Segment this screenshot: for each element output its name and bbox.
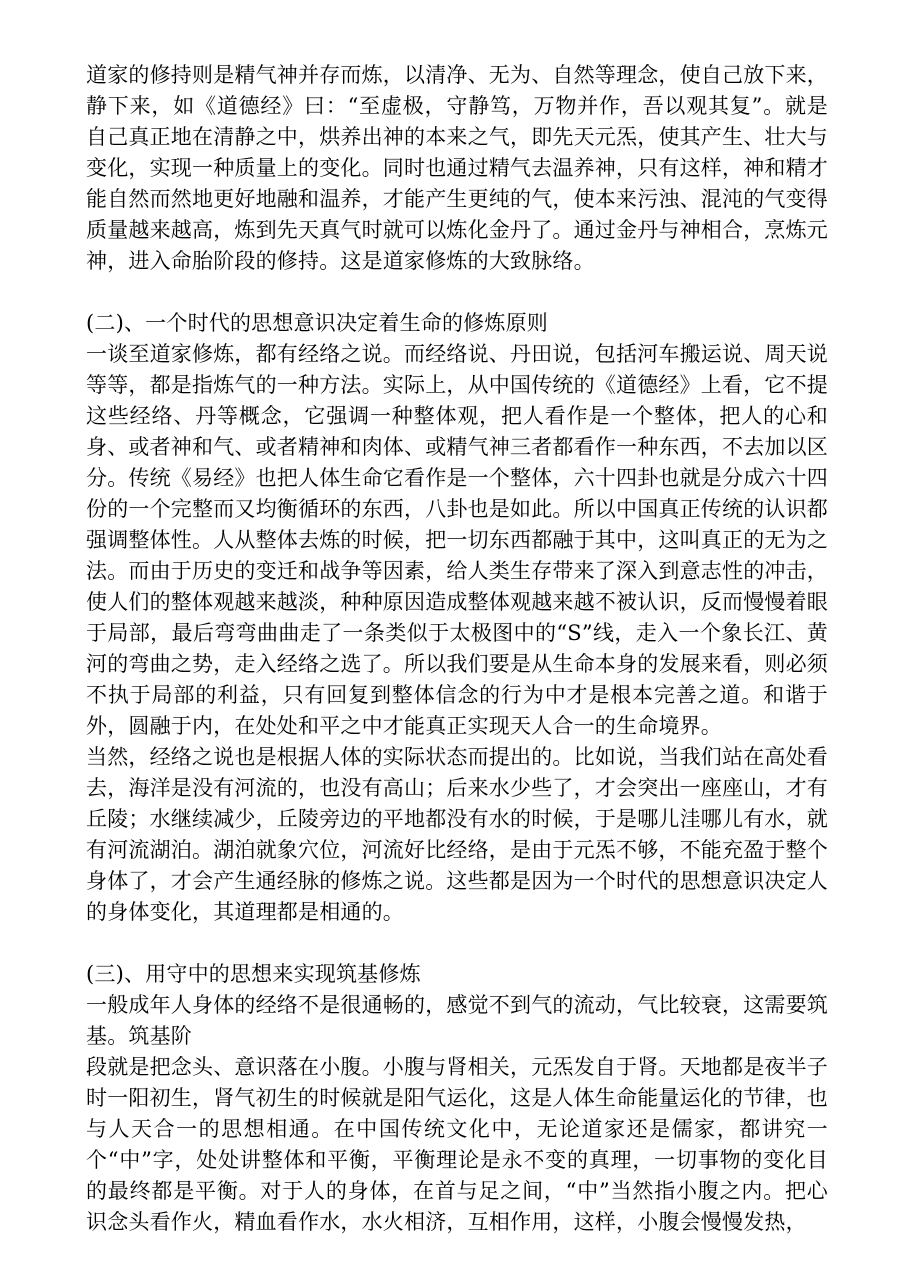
body-paragraph: 一谈至道家修炼，都有经络之说。而经络说、丹田说，包括河车搬运说、周天说等等，都是指炼气的一种方法。实际上，从中国传统的《道德经》上看，它不提这些经络、丹等概念，它强调一种整体观，把人看作是一个整体，把人的心和身、或者神和气、或者精神和肉体、或精气神三者都看作一种东西，不去加以区分。传统《易经》也把人体生命它看作是一个整体，六十四卦也就是分成六十四份的一个完整而又均衡循环的东西，八卦也是如此。所以中国真正传统的认识都强调整体性。人从整体去炼的时候，把一切东西都融于其中，这叫真正的无为之法。而由于历史的变迁和战争等因素，给人类生存带来了深入到意志性的冲击，使人们的整体观越来越淡，种种原因造成整体观越来越不被认识，反而慢慢着眼于局部，最后弯弯曲曲走了一条类似于太极图中的“S”线，走入一个象长江、黄河的弯曲之势，走入经络之选了。所以我们要是从生命本身的发展来看，则必须不执于局部的利益，只有回复到整体信念的行为中才是根本完善之道。和谐于外，圆融于内，在处处和平之中才能真正实现天人合一的生命境界。 — [86, 342, 828, 738]
body-paragraph: 当然，经络之说也是根据人体的实际状态而提出的。比如说，当我们站在高处看去，海洋是没有河流的，也没有高山；后来水少些了，才会突出一座座山，才有丘陵；水继续减少，丘陵旁边的平地都没有水的时候，于是哪儿洼哪儿有水，就有河流湖泊。湖泊就象穴位，河流好比经络，是由于元炁不够，不能充盈于整个身体了，才会产生通经脉的修炼之说。这些都是因为一个时代的思想意识决定人的身体变化，其道理都是相通的。 — [86, 745, 828, 924]
body-paragraph: 道家的修持则是精气神并存而炼，以清净、无为、自然等理念，使自己放下来，静下来，如《道德经》曰：“至虚极，守静笃，万物并作，吾以观其复”。就是自己真正地在清静之中，烘养出神的本来之气，即先天元炁，使其产生、壮大与变化，实现一种质量上的变化。同时也通过精气去温养神，只有这样，神和精才能自然而然地更好地融和温养，才能产生更纯的气，使本来污浊、混沌的气变得质量越来越高，炼到先天真气时就可以炼化金丹了。通过金丹与神相合，烹炼元神，进入命胎阶段的修持。这是道家修炼的大致脉络。 — [86, 63, 828, 273]
body-paragraph: 一般成年人身体的经络不是很通畅的，感觉不到气的流动，气比较衰，这需要筑基。筑基阶 — [86, 993, 828, 1048]
document-page — [86, 60, 828, 1238]
body-paragraph: 段就是把念头、意识落在小腹。小腹与肾相关，元炁发自于肾。天地都是夜半子时一阳初生，肾气初生的时候就是阳气运化，这是人体生命能量运化的节律，也与人天合一的思想相通。在中国传统文化中，无论道家还是儒家，都讲究一个“中”字，处处讲整体和平衡，平衡理论是永不变的真理，一切事物的变化目的最终都是平衡。对于人的身体，在首与足之间，“中”当然指小腹之内。把心识念头看作火，精血看作水，水火相济，互相作用，这样，小腹会慢慢发热， — [86, 1055, 828, 1234]
paragraph-gap — [86, 928, 828, 959]
section-heading: (三)、用守中的思想来实现筑基修炼 — [86, 962, 421, 986]
paragraph-gap — [86, 277, 828, 308]
section-heading: (二)、一个时代的思想意识决定着生命的修炼原则 — [86, 311, 548, 335]
